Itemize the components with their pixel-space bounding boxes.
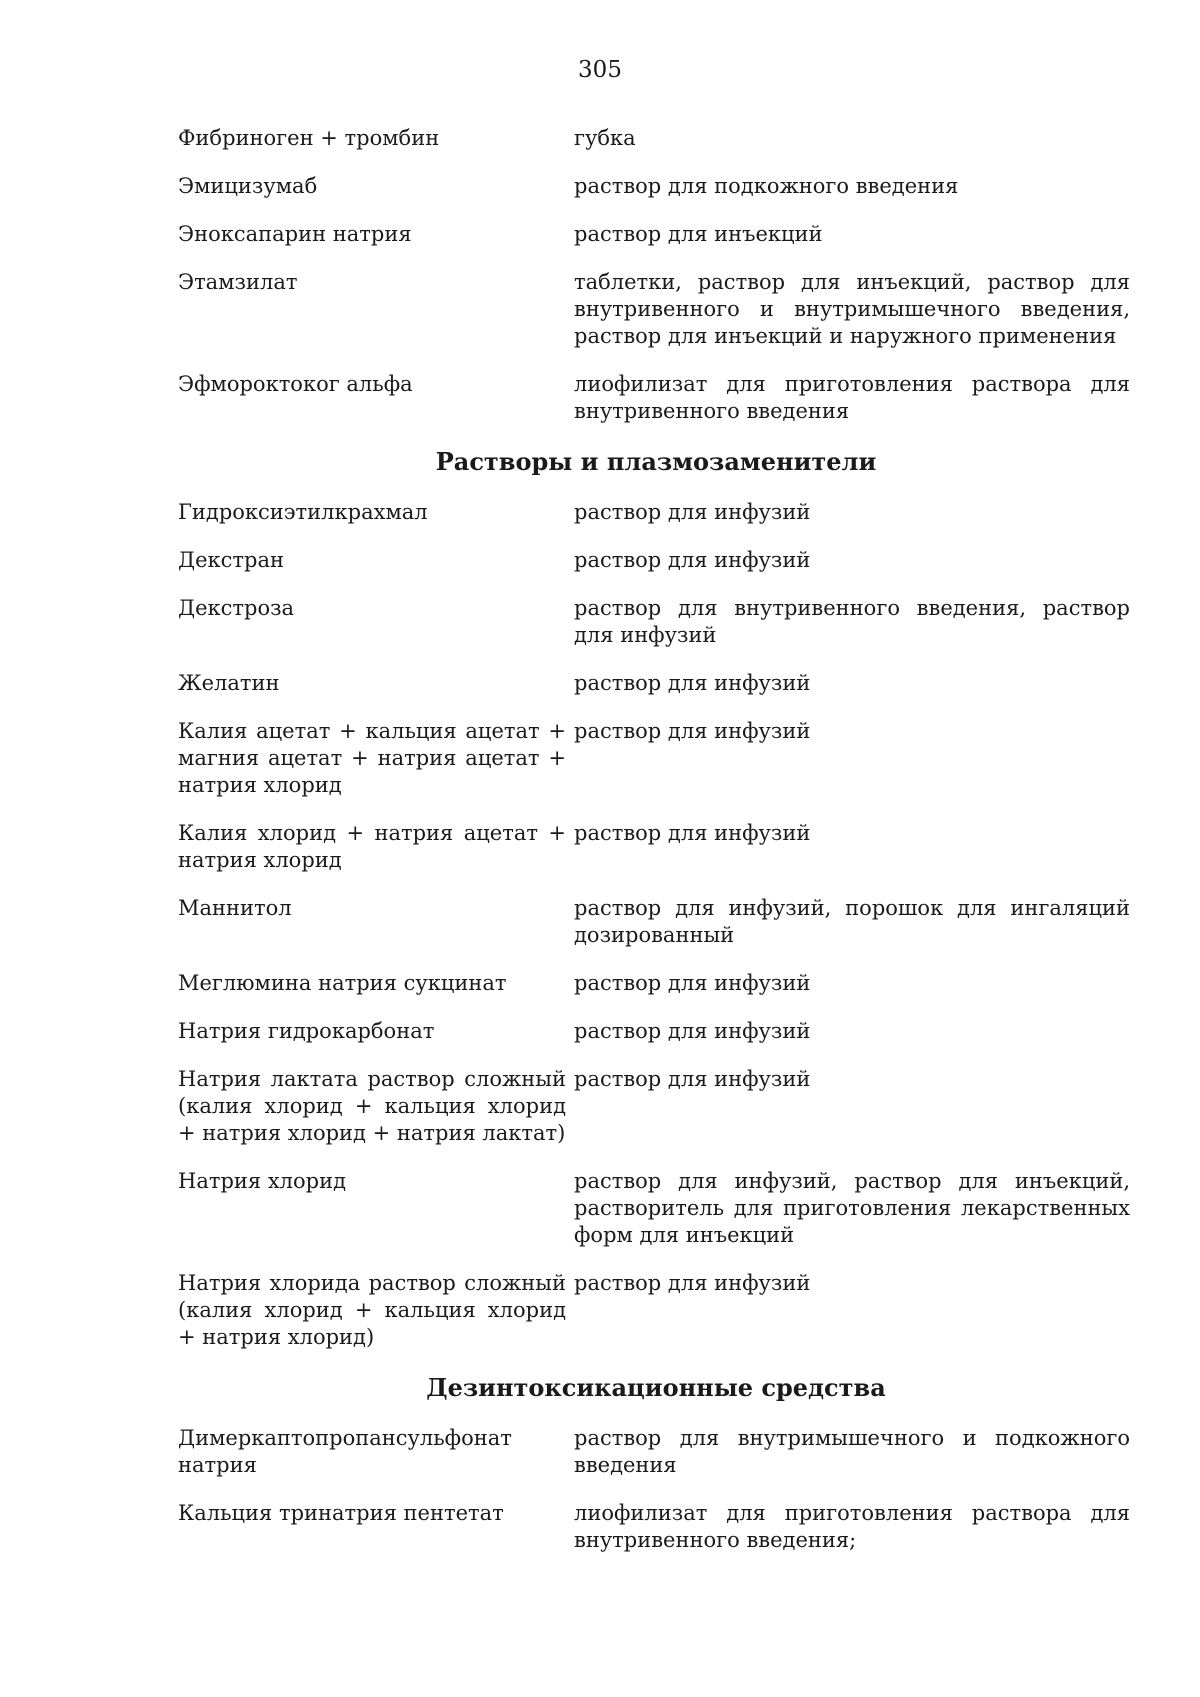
drug-name: Кальция тринатрия пентетат <box>178 1501 504 1525</box>
dosage-form: раствор для инфузий <box>574 719 811 743</box>
dosage-form: раствор для внутримышечного и подкожного введения <box>574 1426 1130 1477</box>
drug-row <box>178 269 1134 350</box>
dosage-form: раствор для инъекций <box>574 222 823 246</box>
drug-row <box>178 547 1134 574</box>
dosage-form: раствор для инфузий <box>574 971 811 995</box>
drug-row <box>178 670 1134 697</box>
dosage-form: лиофилизат для приготовления раствора для внутривенного введения <box>574 372 1130 423</box>
dosage-form: лиофилизат для приготовления раствора для внутривенного введения; <box>574 1501 1130 1552</box>
drug-row <box>178 371 1134 425</box>
dosage-form: раствор для инфузий <box>574 548 811 572</box>
dosage-form: таблетки, раствор для инъекций, раствор для внутривенного и внутримышечного введения, раствор для инъекций и наружного применения <box>574 270 1130 348</box>
drug-name: Эмицизумаб <box>178 174 318 198</box>
drug-list <box>178 125 1134 1554</box>
drug-name: Этамзилат <box>178 270 298 294</box>
drug-name: Эноксапарин натрия <box>178 222 412 246</box>
drug-name: Калия ацетат + кальция ацетат + магния ацетат + натрия ацетат + натрия хлорид <box>178 719 566 797</box>
drug-name: Эфмороктоког альфа <box>178 372 413 396</box>
dosage-form: раствор для инфузий <box>574 1019 811 1043</box>
section-title-detox: Дезинтоксикационные средства <box>426 1373 886 1402</box>
drug-name: Калия хлорид + натрия ацетат + натрия хлорид <box>178 821 566 872</box>
drug-name: Димеркаптопропансульфонат натрия <box>178 1426 512 1477</box>
drug-name: Натрия хлорид <box>178 1169 347 1193</box>
dosage-form: раствор для инфузий, порошок для ингаляций дозированный <box>574 896 1130 947</box>
drug-row <box>178 595 1134 649</box>
dosage-form: раствор для инфузий <box>574 500 811 524</box>
drug-name: Натрия хлорида раствор сложный (калия хлорид + кальция хлорид + натрия хлорид) <box>178 1271 566 1349</box>
dosage-form: раствор для инфузий <box>574 1271 811 1295</box>
drug-row <box>178 125 1134 152</box>
dosage-form: раствор для инфузий, раствор для инъекций, растворитель для приготовления лекарственных форм для инъекций <box>574 1169 1130 1247</box>
drug-row <box>178 221 1134 248</box>
drug-name: Маннитол <box>178 896 292 920</box>
drug-row <box>178 895 1134 949</box>
drug-row <box>178 1066 1134 1147</box>
drug-name: Фибриноген + тромбин <box>178 126 440 150</box>
section-title-solutions: Растворы и плазмозаменители <box>435 447 877 476</box>
dosage-form: раствор для инфузий <box>574 1067 811 1091</box>
dosage-form: раствор для инфузий <box>574 821 811 845</box>
drug-name: Меглюмина натрия сукцинат <box>178 971 507 995</box>
drug-row <box>178 970 1134 997</box>
drug-row <box>178 820 1134 874</box>
page-number: 305 <box>578 57 622 83</box>
drug-row <box>178 173 1134 200</box>
drug-name: Натрия лактата раствор сложный (калия хлорид + кальция хлорид + натрия хлорид + натрия лактат) <box>178 1067 566 1145</box>
drug-name: Гидроксиэтилкрахмал <box>178 500 428 524</box>
drug-row <box>178 1500 1134 1554</box>
drug-name: Декстран <box>178 548 284 572</box>
drug-row <box>178 1168 1134 1249</box>
dosage-form: губка <box>574 126 636 150</box>
dosage-form: раствор для внутривенного введения, раствор для инфузий <box>574 596 1130 647</box>
drug-name: Желатин <box>178 671 280 695</box>
drug-name: Натрия гидрокарбонат <box>178 1019 435 1043</box>
dosage-form: раствор для подкожного введения <box>574 174 959 198</box>
drug-row <box>178 1018 1134 1045</box>
drug-name: Декстроза <box>178 596 295 620</box>
dosage-form: раствор для инфузий <box>574 671 811 695</box>
drug-row <box>178 499 1134 526</box>
drug-row <box>178 1425 1134 1479</box>
drug-row <box>178 1270 1134 1351</box>
drug-row <box>178 718 1134 799</box>
